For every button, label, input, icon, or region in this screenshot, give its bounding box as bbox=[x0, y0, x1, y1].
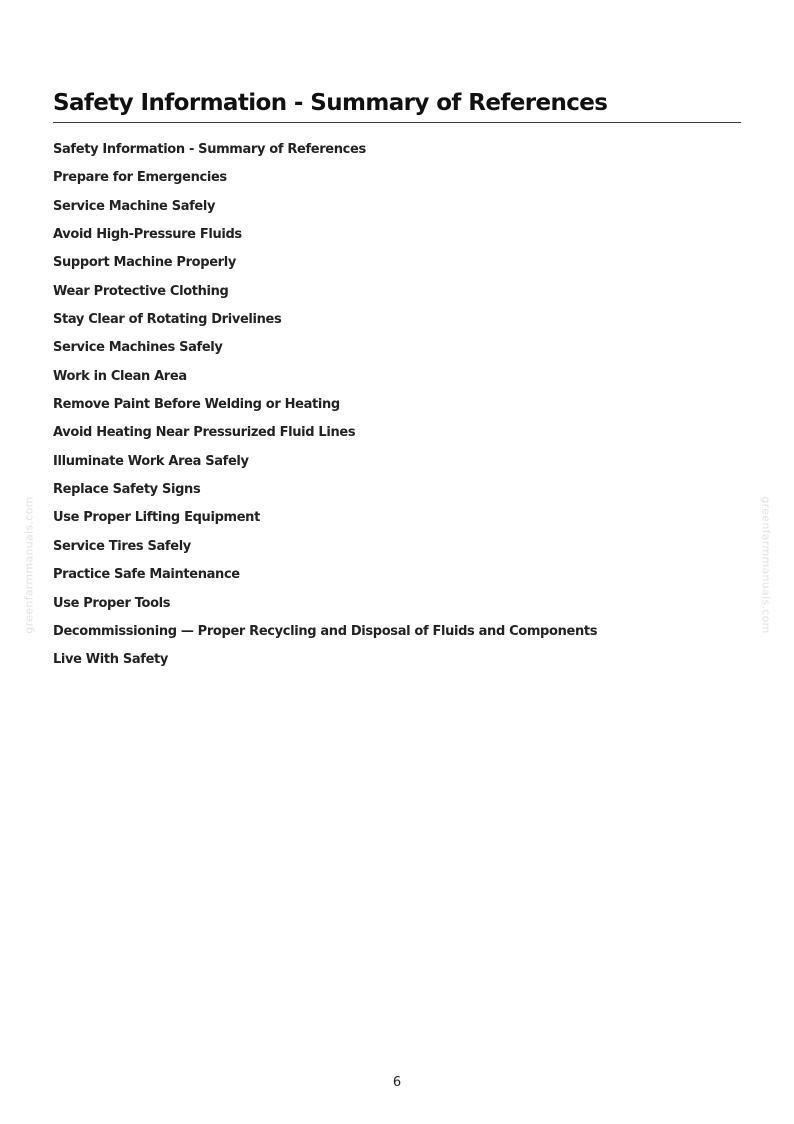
title-divider bbox=[53, 122, 741, 123]
reference-item: Support Machine Properly bbox=[53, 255, 236, 271]
watermark-right: greenfarmmanuals.com bbox=[759, 496, 773, 634]
page-title: Safety Information - Summary of References bbox=[53, 90, 608, 116]
reference-item: Remove Paint Before Welding or Heating bbox=[53, 397, 340, 413]
reference-item: Service Machines Safely bbox=[53, 340, 223, 356]
reference-item: Service Tires Safely bbox=[53, 538, 191, 554]
reference-item: Stay Clear of Rotating Drivelines bbox=[53, 312, 282, 328]
reference-item: Work in Clean Area bbox=[53, 368, 187, 384]
page-number: 6 bbox=[392, 1075, 402, 1090]
reference-item: Avoid High-Pressure Fluids bbox=[53, 227, 242, 243]
reference-item: Service Machine Safely bbox=[53, 198, 216, 214]
reference-item: Prepare for Emergencies bbox=[53, 170, 227, 186]
reference-item: Use Proper Tools bbox=[53, 595, 171, 611]
reference-item: Wear Protective Clothing bbox=[53, 283, 229, 299]
references-list bbox=[53, 136, 597, 675]
reference-item: Decommissioning — Proper Recycling and Disposal of Fluids and Components bbox=[53, 623, 598, 639]
reference-item: Avoid Heating Near Pressurized Fluid Lines bbox=[53, 425, 356, 441]
reference-item: Use Proper Lifting Equipment bbox=[53, 510, 260, 526]
reference-item: Practice Safe Maintenance bbox=[53, 567, 240, 583]
reference-item: Safety Information - Summary of References bbox=[53, 142, 366, 157]
reference-item: Illuminate Work Area Safely bbox=[53, 453, 249, 469]
reference-item: Replace Safety Signs bbox=[53, 482, 201, 498]
watermark-left: greenfarmmanuals.com bbox=[22, 496, 36, 634]
reference-item: Live With Safety bbox=[53, 652, 169, 668]
